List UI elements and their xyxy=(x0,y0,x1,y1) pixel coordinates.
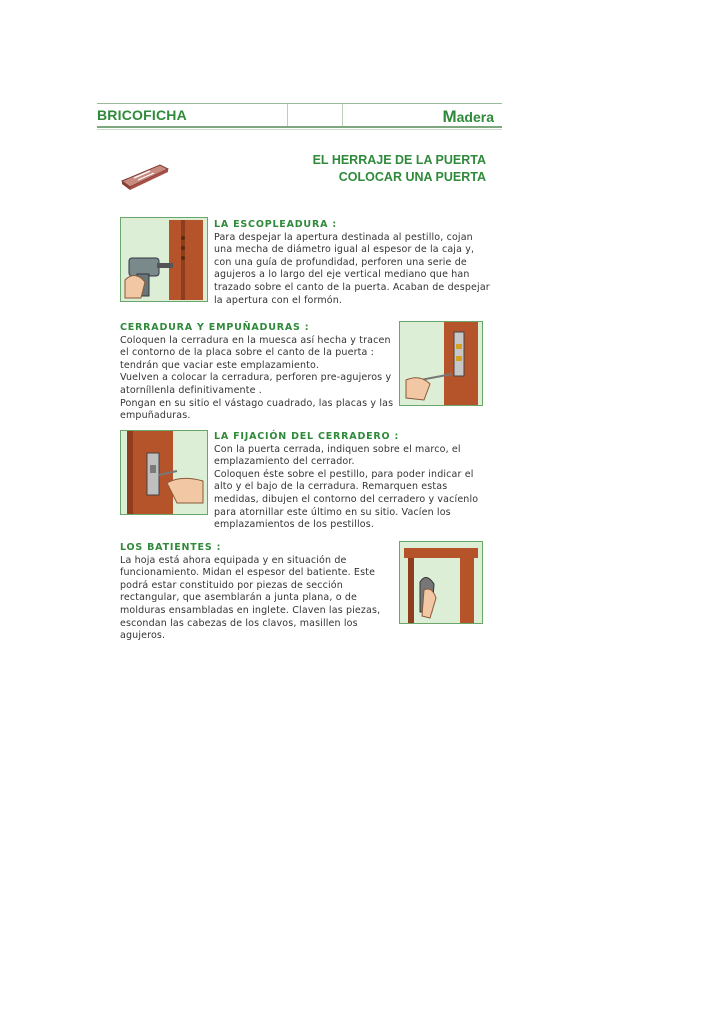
door-frame-illustration xyxy=(399,541,483,624)
section-paragraph: Vuelven a colocar la cerradura, perforen pre-agujeros y atorníllenla definitivamente . xyxy=(120,372,392,396)
header-divider xyxy=(342,104,343,126)
title-line-1: EL HERRAJE DE LA PUERTA xyxy=(312,153,486,167)
section-paragraph: Pongan en su sitio el vástago cuadrado, las placas y las empuñaduras. xyxy=(120,397,394,422)
section-paragraph: Coloquen la cerradura en la muesca así hecha y tracen el contorno de la placa sobre el canto de la puerta : tendrán que vaciar este emplazamiento. xyxy=(120,334,391,371)
document-title xyxy=(313,152,486,186)
section-escopleadura xyxy=(214,219,490,307)
section-heading: LA FIJACIÓN DEL CERRADERO : xyxy=(214,431,400,442)
header-bottom-rule xyxy=(97,129,502,130)
section-heading: CERRADURA Y EMPUÑADURAS : xyxy=(120,322,310,333)
header-bar xyxy=(97,103,502,127)
lock-illustration xyxy=(399,321,483,406)
header-top-rule xyxy=(97,103,502,104)
section-cerradura xyxy=(120,322,398,423)
section-paragraph: Coloquen éste sobre el pestillo, para poder indicar el alto y el bajo de la cerradura. Remarquen estas medidas, dibujen el contorno del cerradero y vacíenlo para atornillar este último en su sitio. Vacíen los emplazamientos de los pestillos. xyxy=(214,468,479,531)
section-body: La hoja está ahora equipada y en situación de funcionamiento. Midan el espesor del batiente. Este podrá estar constituido por piezas de sección rectangular, que asemblarán a junta plana, o de molduras ensambladas en inglete. Claven las piezas, escondan las cabezas de los clavos, masillen los agujeros. xyxy=(120,554,381,642)
drilling-illustration xyxy=(120,217,208,302)
header-bottom-rule xyxy=(97,126,502,128)
section-cerradero xyxy=(214,431,490,532)
header-divider xyxy=(287,104,288,126)
section-heading: LOS BATIENTES : xyxy=(120,542,222,553)
section-body: Para despejar la apertura destinada al pestillo, cojan una mecha de diámetro igual al espesor de la caja y, con una guía de profundidad, perforen una serie de agujeros a lo largo del eje vertical mediano que han trazado sobre el canto de la puerta. Acaban de despejar la apertura con el formón. xyxy=(214,231,490,306)
section-initial: M xyxy=(442,107,457,126)
brand-title: BRICOFICHA xyxy=(97,107,187,123)
strike-plate-illustration xyxy=(120,430,208,515)
wood-plank-icon xyxy=(120,161,170,191)
section-batientes xyxy=(120,542,398,643)
section-title xyxy=(442,107,494,127)
section-rest: adera xyxy=(456,109,494,125)
section-paragraph: Con la puerta cerrada, indiquen sobre el marco, el emplazamiento del cerrador. xyxy=(214,443,461,468)
section-heading: LA ESCOPLEADURA : xyxy=(214,219,337,230)
title-line-2: COLOCAR UNA PUERTA xyxy=(338,170,486,184)
